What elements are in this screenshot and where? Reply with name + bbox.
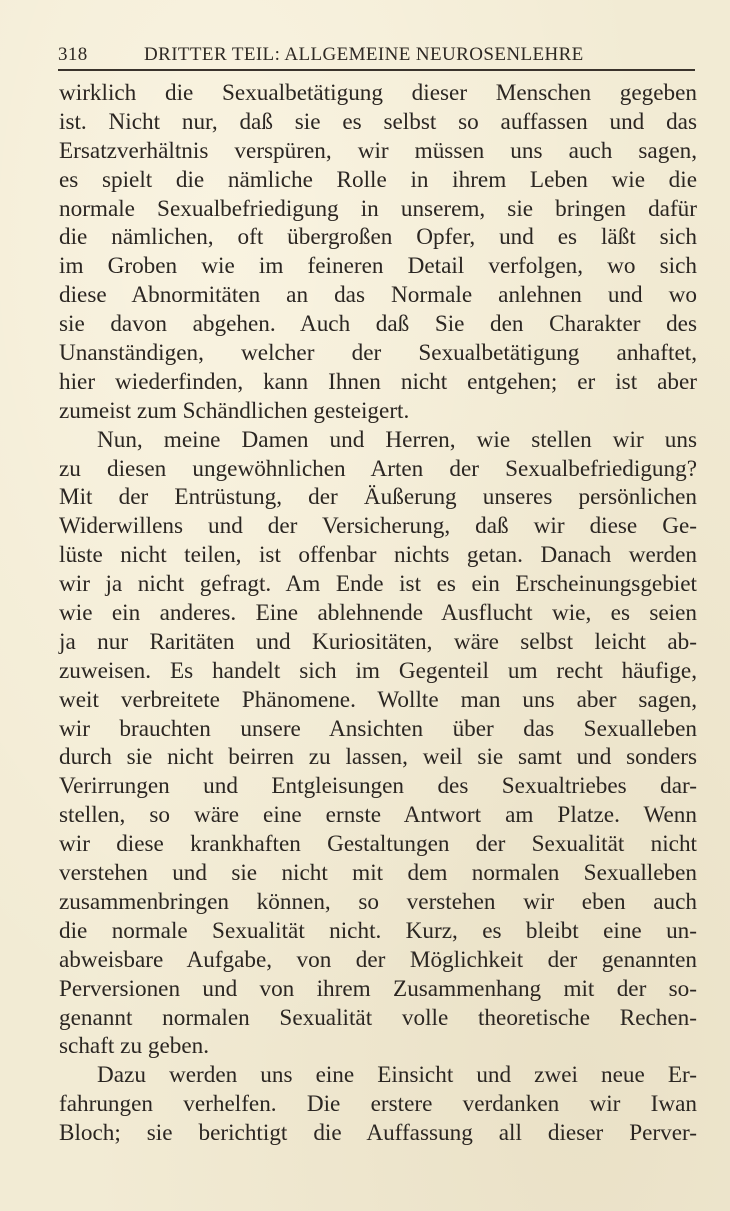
text-line: Verirrungen und Entgleisungen des Sexualtriebes dar- [59, 773, 697, 800]
text-line: Unanständigen, welcher der Sexualbetätigung anhaftet, [59, 340, 697, 367]
text-line: schaft zu geben. [59, 1033, 210, 1060]
text-line: wir diese krankhaften Gestaltungen der Sexualität nicht [59, 831, 697, 858]
text-line: zuweisen. Es handelt sich im Gegenteil um recht häufige, [59, 657, 697, 684]
text-line: Widerwillens und der Versicherung, daß wir diese Ge- [59, 513, 697, 540]
text-line: Dazu werden uns eine Einsicht und zwei neue Er- [97, 1062, 697, 1089]
text-line: wir brauchten unsere Ansichten über das Sexualleben [59, 715, 697, 742]
text-line: wirklich die Sexualbetätigung dieser Menschen gegeben [59, 80, 697, 106]
text-line: normale Sexualbefriedigung in unserem, sie bringen dafür [59, 195, 697, 222]
text-line: die normale Sexualität nicht. Kurz, es bleibt eine un- [59, 917, 697, 944]
page-number: 318 [58, 44, 88, 65]
text-line: zumeist zum Schändlichen gesteigert. [59, 397, 410, 424]
text-line: Perversionen und von ihrem Zusammenhang mit der so- [59, 975, 697, 1002]
text-line: Ersatzverhältnis verspüren, wir müssen uns auch sagen, [59, 137, 697, 164]
running-head: DRITTER TEIL: ALLGEMEINE NEUROSENLEHRE [144, 44, 584, 65]
text-line: sie davon abgehen. Auch daß Sie den Charakter des [59, 311, 697, 338]
text-line: es spielt die nämliche Rolle in ihrem Leben wie die [59, 166, 697, 193]
text-line: durch sie nicht beirren zu lassen, weil sie samt und sonders [59, 744, 697, 771]
body-text [59, 79, 697, 1148]
text-line: ist. Nicht nur, daß sie es selbst so auffassen und das [59, 108, 697, 135]
text-line: Nun, meine Damen und Herren, wie stellen wir uns [97, 426, 697, 453]
text-line: diese Abnormitäten an das Normale anlehnen und wo [59, 282, 697, 309]
text-line: genannt normalen Sexualität volle theoretische Rechen- [59, 1004, 697, 1031]
text-line: lüste nicht teilen, ist offenbar nichts getan. Danach werden [59, 542, 697, 569]
text-line: wir ja nicht gefragt. Am Ende ist es ein Erscheinungsgebiet [59, 571, 697, 598]
text-line: stellen, so wäre eine ernste Antwort am Platze. Wenn [59, 802, 697, 829]
text-line: Bloch; sie berichtigt die Auffassung all dieser Perver- [59, 1120, 697, 1147]
text-line: wie ein anderes. Eine ablehnende Ausflucht wie, es seien [59, 600, 697, 627]
text-line: zu diesen ungewöhnlichen Arten der Sexualbefriedigung? [59, 455, 697, 482]
text-line: weit verbreitete Phänomene. Wollte man uns aber sagen, [59, 686, 697, 713]
text-line: hier wiederfinden, kann Ihnen nicht entgehen; er ist aber [59, 368, 697, 395]
text-line: die nämlichen, oft übergroßen Opfer, und es läßt sich [59, 224, 697, 251]
text-line: verstehen und sie nicht mit dem normalen Sexualleben [59, 860, 697, 887]
text-line: ja nur Raritäten und Kuriositäten, wäre selbst leicht ab- [59, 628, 697, 655]
header-rule [58, 69, 695, 71]
text-line: fahrungen verhelfen. Die erstere verdanken wir Iwan [59, 1091, 697, 1118]
text-line: im Groben wie im feineren Detail verfolgen, wo sich [59, 253, 697, 280]
page-header [58, 44, 696, 68]
text-line: Mit der Entrüstung, der Äußerung unseres persönlichen [59, 484, 697, 511]
text-line: abweisbare Aufgabe, von der Möglichkeit der genannten [59, 946, 697, 973]
text-line: zusammenbringen können, so verstehen wir eben auch [59, 888, 697, 915]
